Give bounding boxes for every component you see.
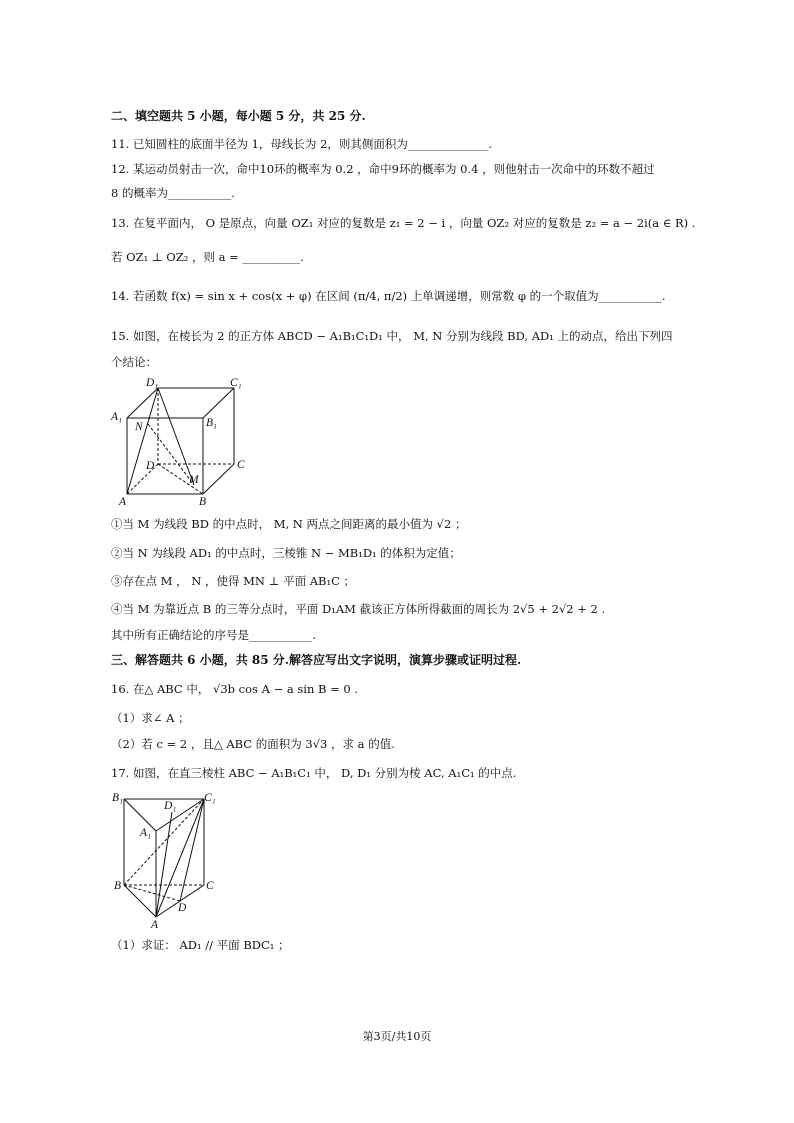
question-16: 16. 在△ ABC 中， √3b cos A − a sin B = 0 . <box>111 682 359 696</box>
question-11: 11. 已知圆柱的底面半径为 1，母线长为 2，则其侧面积为______________. <box>111 137 493 151</box>
cube-label-a: A <box>119 496 127 508</box>
question-15-conclusion-1: ①当 M 为线段 BD 的中点时， M, N 两点之间距离的最小值为 √2 ； <box>111 517 467 531</box>
cube-label-c1: C₁ <box>230 377 242 389</box>
question-15-last: 其中所有正确结论的序号是___________. <box>111 628 316 642</box>
question-17: 17. 如图，在直三棱柱 ABC − A₁B₁C₁ 中， D, D₁ 分别为棱 AC, A₁C₁ 的中点. <box>111 766 517 780</box>
question-12-line1: 12. 某运动员射击一次，命中10环的概率为 0.2 ，命中9环的概率为 0.4 ，则他射击一次命中的环数不超过 <box>111 162 655 176</box>
section2-heading: 二、填空题共 5 小题，每小题 5 分，共 25 分. <box>111 109 366 123</box>
question-17-part1: （1）求证： AD₁ // 平面 BDC₁ ； <box>111 938 290 952</box>
question-15-line2: 个结论： <box>111 355 157 369</box>
prism-label-b: B <box>114 880 122 892</box>
prism-label-a: A <box>151 919 159 930</box>
cube-label-n: N <box>135 421 143 433</box>
prism-label-c1: C₁ <box>204 792 216 804</box>
cube-label-b1: B₁ <box>206 417 218 429</box>
prism-label-b1: B₁ <box>112 792 124 804</box>
question-12-line2: 8 的概率为___________. <box>111 186 235 200</box>
cube-label-a1: A₁ <box>111 411 123 423</box>
cube-figure <box>110 374 255 509</box>
question-16-part2: （2）若 c = 2 ，且△ ABC 的面积为 3√3 ，求 a 的值. <box>111 737 395 751</box>
question-13-line2: 若 OZ₁ ⊥ OZ₂ ，则 a = __________. <box>111 250 304 264</box>
section3-heading: 三、解答题共 6 小题，共 85 分.解答应写出文字说明，演算步骤或证明过程. <box>111 653 522 667</box>
question-15-conclusion-3: ③存在点 M ， N ，使得 MN ⊥ 平面 AB₁C ； <box>111 574 356 588</box>
question-14: 14. 若函数 f(x) = sin x + cos(x + φ) 在区间 (π/4, π/2) 上单调递增，则常数 φ 的一个取值为___________. <box>111 289 666 303</box>
prism-label-a1: A₁ <box>140 827 152 839</box>
question-15-conclusion-4: ④当 M 为靠近点 B 的三等分点时，平面 D₁AM 截该正方体所得截面的周长为 2√5 + 2√2 + 2 . <box>111 602 606 616</box>
cube-label-b: B <box>199 496 207 508</box>
question-16-part1: （1）求∠ A ； <box>111 711 190 725</box>
cube-label-d: D <box>146 460 155 472</box>
page-footer: 第3页/共10页 <box>362 1030 432 1043</box>
prism-label-c: C <box>206 880 214 892</box>
cube-label-m: M <box>189 474 199 486</box>
question-15-line1: 15. 如图，在棱长为 2 的正方体 ABCD − A₁B₁C₁D₁ 中， M, N 分别为线段 BD, AD₁ 上的动点，给出下列四 <box>111 329 673 343</box>
cube-label-c: C <box>237 459 245 471</box>
question-15-conclusion-2: ②当 N 为线段 AD₁ 的中点时，三棱锥 N − MB₁D₁ 的体积为定值； <box>111 546 461 560</box>
prism-label-d1: D₁ <box>164 800 177 812</box>
prism-label-d: D <box>178 902 187 914</box>
cube-label-d1: D₁ <box>146 377 159 389</box>
question-13-line1: 13. 在复平面内， O 是原点，向量 OZ₁ 对应的复数是 z₁ = 2 − i ，向量 OZ₂ 对应的复数是 z₂ = a − 2i(a ∈ R) . <box>111 216 696 230</box>
prism-figure <box>112 788 222 930</box>
